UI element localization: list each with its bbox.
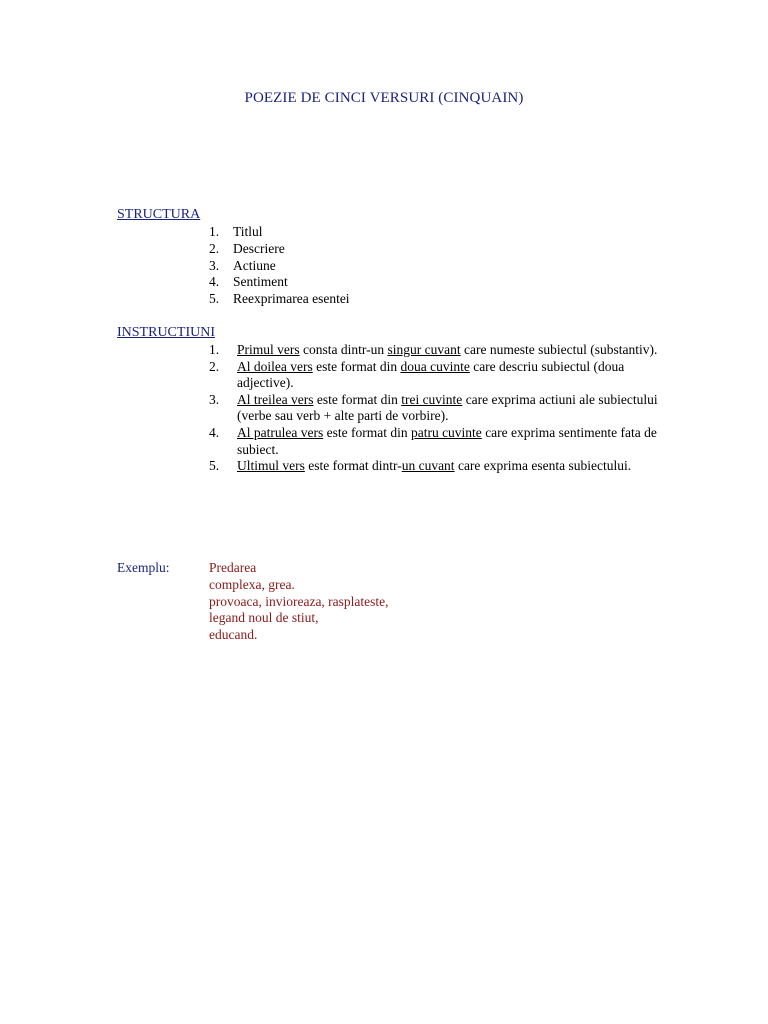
poem-line: complexa, grea. [209, 576, 295, 592]
list-text: Actiune [233, 257, 276, 273]
list-number: 4. [209, 424, 220, 440]
list-number: 1. [209, 342, 220, 357]
list-number: 2. [209, 358, 220, 374]
underlined-term: singur cuvant [387, 342, 461, 357]
poem-line: provoaca, invioreaza, rasplateste, [209, 593, 389, 609]
list-number: 5. [209, 458, 220, 474]
list-item [209, 291, 350, 308]
list-number: 3. [209, 391, 220, 407]
instructiuni-heading: INSTRUCTIUNI [117, 325, 215, 340]
list-text: Titlul [233, 224, 263, 239]
list-number: 5. [209, 291, 220, 307]
poem-line: Predarea [209, 560, 257, 575]
underlined-term: Al treilea vers [237, 391, 314, 407]
underlined-term: un cuvant [401, 458, 455, 474]
poem-line: legand noul de stiut, [209, 610, 319, 626]
list-number: 3. [209, 257, 220, 273]
underlined-term: doua cuvinte [400, 358, 470, 374]
list-text: care exprima actiuni ale subiectului (verbe sau verb + alte parti de vorbire). [237, 391, 658, 424]
instructiuni-list [209, 342, 679, 475]
underlined-term: Al patrulea vers [237, 424, 324, 440]
list-text: Sentiment [233, 274, 288, 290]
list-item [209, 359, 679, 392]
list-text: care descriu subiectul (doua adjective). [237, 358, 625, 391]
list-number: 2. [209, 240, 220, 256]
underlined-term: trei cuvinte [401, 391, 463, 407]
title-close-paren: ) [518, 90, 524, 106]
list-text: care exprima sentimente fata de subiect. [237, 424, 657, 457]
list-text: este format din [323, 424, 411, 440]
page-title [0, 90, 768, 107]
list-text: Descriere [233, 240, 285, 256]
underlined-term: Ultimul vers [237, 458, 305, 474]
underlined-term: Al doilea vers [237, 358, 313, 374]
list-text: este format din [312, 358, 401, 374]
list-number: 1. [209, 224, 220, 239]
list-text: consta dintr-un [299, 342, 388, 357]
list-text: care exprima esenta subiectului. [454, 458, 632, 474]
underlined-term: Primul vers [237, 342, 300, 357]
list-item [209, 392, 679, 425]
list-item [209, 224, 350, 241]
list-text: este format din [313, 391, 402, 407]
title-text: POEZIE DE CINCI VERSURI (CINQUAIN [244, 90, 519, 106]
example-label: Exemplu: [117, 560, 170, 575]
structura-heading: STRUCTURA [117, 207, 201, 222]
list-text: Reexprimarea esentei [233, 291, 350, 307]
list-item [209, 258, 350, 275]
list-item [209, 425, 679, 458]
list-text: care numeste subiectul (substantiv). [460, 342, 658, 357]
list-text: este format dintr- [304, 458, 402, 474]
structura-list [209, 224, 350, 308]
list-item [209, 274, 350, 291]
underlined-term: patru cuvinte [410, 424, 482, 440]
list-item [209, 241, 350, 258]
list-item [209, 458, 679, 475]
example-poem [209, 560, 389, 644]
list-number: 4. [209, 274, 220, 290]
poem-line: educand. [209, 627, 258, 643]
list-item [209, 342, 679, 359]
